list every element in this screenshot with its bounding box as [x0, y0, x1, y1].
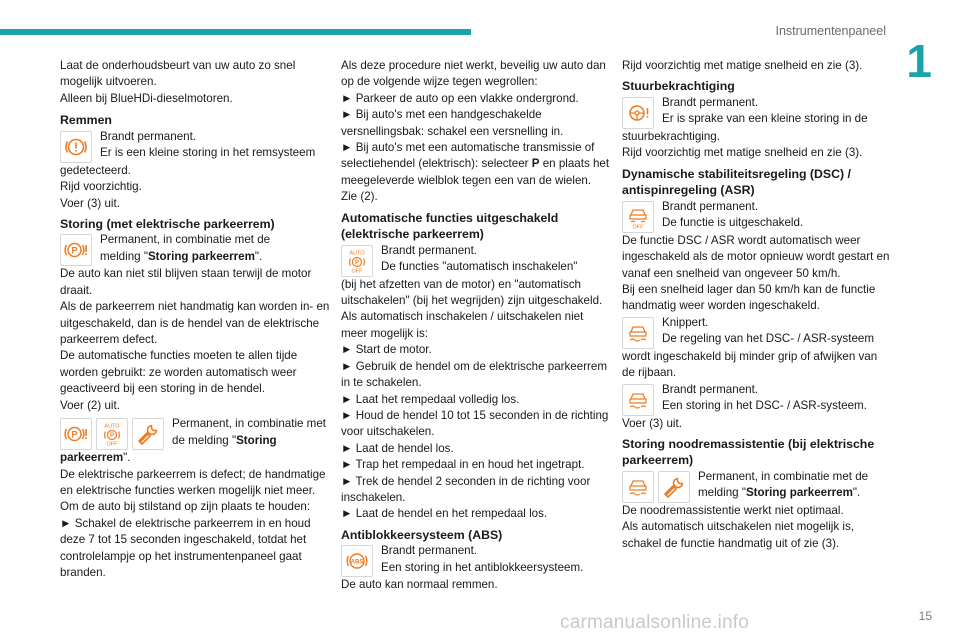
section-heading-remmen: Remmen [60, 113, 112, 128]
body-line: ► Gebruik de hendel om de elektrische parkeerrem [341, 359, 608, 373]
svg-text:P: P [109, 433, 115, 440]
description-text: Een storing in het antiblokkeersysteem. [381, 560, 584, 574]
body-line: ► Start de motor. [341, 343, 432, 357]
status-text: Permanent, in combinatie met de [698, 469, 869, 483]
intro-line: mogelijk uitvoeren. [60, 75, 157, 89]
body-line: controlelampje op het instrumentenpaneel gaat [60, 549, 302, 563]
status-text: melding "Storing parkeerrem". [100, 249, 263, 263]
icon-group [60, 234, 96, 266]
status-text: Brandt permanent. [381, 544, 478, 558]
header-accent-bar [0, 29, 471, 35]
body-line: De elektrische parkeerrem is defect; de handmatige [60, 467, 326, 481]
svg-text:AUTO: AUTO [104, 423, 120, 430]
svg-text:ABS: ABS [350, 559, 364, 566]
body-line: Als automatisch inschakelen / uitschakelen niet [341, 310, 584, 324]
body-line: ► Laat de hendel los. [341, 441, 454, 455]
icon-group [622, 471, 694, 503]
status-text: parkeerrem". [60, 451, 131, 465]
body-line: Rijd voorzichtig met matige snelheid en zie (3). [622, 146, 863, 160]
icon-group [622, 201, 658, 233]
body-line: parkeerrem defect. [60, 333, 158, 347]
body-line: (bij het afzetten van de motor) en "automatisch [341, 277, 581, 291]
body-line: Voer (2) uit. [60, 398, 120, 412]
body-line: Als deze procedure niet werkt, beveilig uw auto dan [341, 59, 606, 72]
body-line: draait. [60, 283, 93, 297]
column-1 [60, 58, 330, 581]
body-line: Zie (2). [341, 190, 378, 204]
status-text: melding "Storing parkeerrem". [698, 486, 861, 500]
intro-line: Laat de onderhoudsbeurt van uw auto zo snel [60, 59, 296, 72]
body-line: meegeleverde wielblok tegen een van de wielen. [341, 173, 592, 187]
dsc-off-icon [622, 201, 654, 233]
body-line: schakel de functie handmatig uit of zie (3). [622, 536, 840, 550]
status-text: Brandt permanent. [662, 199, 759, 213]
auto-off-parking-icon [96, 418, 128, 450]
body-line: inschakelen. [341, 490, 406, 504]
svg-text:OFF: OFF [106, 441, 118, 448]
body-line: Rijd voorzichtig. [60, 180, 142, 194]
description-text: De regeling van het DSC- / ASR-systeem [662, 332, 874, 346]
body-line: worden gebruikt: ze worden automatisch weer [60, 365, 297, 379]
body-line: De auto kan normaal remmen. [341, 578, 498, 592]
body-line: De noodremassistentie werkt niet optimaal. [622, 503, 844, 517]
body-line: Bij een snelheid lager dan 50 km/h kan de functie [622, 282, 876, 296]
column-3 [622, 58, 888, 552]
body-line: geactiveerd bij een storing in de hendel. [60, 382, 265, 396]
description-text: De functie is uitgeschakeld. [662, 216, 804, 230]
status-text: Knippert. [662, 315, 709, 329]
parking-brake-warning-icon [60, 234, 92, 266]
body-line: en elektrische functies werken mogelijk niet meer. [60, 483, 316, 497]
body-line: De auto kan niet stil blijven staan terwijl de motor [60, 267, 312, 281]
column-2 [341, 58, 610, 594]
description-text: Een storing in het DSC- / ASR-systeem. [662, 398, 867, 412]
icon-group [341, 545, 377, 577]
dsc-icon [622, 384, 654, 416]
body-line: Als automatisch uitschakelen niet mogelijk is, [622, 520, 854, 534]
auto-off-parking-icon [341, 245, 373, 277]
body-line: op de volgende wijze tegen wegrollen: [341, 75, 538, 89]
body-line: Om de auto bij stilstand op zijn plaats te houden: [60, 500, 311, 514]
section-heading-dsc: Dynamische stabiliteitsregeling (DSC) / [622, 166, 851, 181]
brake-warning-icon [60, 131, 92, 163]
body-line: gedetecteerd. [60, 163, 131, 177]
body-line: uitgeschakeld, dan is de hendel van de elektrische [60, 316, 320, 330]
body-line: Voer (3) uit. [622, 416, 682, 430]
power-steering-icon [622, 97, 654, 129]
body-line: ► Trap het rempedaal in en houd het ingetrapt. [341, 458, 585, 472]
dsc-icon [622, 471, 654, 503]
body-line: ► Bij auto's met een handgeschakelde [341, 108, 542, 122]
status-text: Brandt permanent. [662, 95, 759, 109]
section-heading-auto-functions-sub: (elektrische parkeerrem) [341, 227, 484, 242]
section-heading-dsc-sub: antispinregeling (ASR) [622, 183, 755, 198]
service-wrench-icon [658, 471, 690, 503]
svg-text:P: P [71, 429, 78, 440]
body-line: wordt ingeschakeld bij minder grip of afwijken van [622, 349, 878, 363]
description-text: Er is sprake van een kleine storing in de [662, 112, 868, 126]
body-line: de rijbaan. [622, 366, 677, 380]
body-line: Rijd voorzichtig met matige snelheid en zie (3). [622, 59, 863, 72]
icon-group [341, 245, 377, 277]
status-text: Brandt permanent. [381, 243, 478, 257]
section-heading-nba: Storing noodremassistentie (bij elektrische [622, 436, 875, 451]
body-line: deze 7 tot 15 seconden ingeschakeld, totdat het [60, 533, 307, 547]
dsc-icon [622, 317, 654, 349]
body-line: De automatische functies moeten te allen tijde [60, 349, 298, 363]
icon-group [622, 97, 658, 129]
status-text: de melding "Storing [172, 433, 277, 447]
service-wrench-icon [132, 418, 164, 450]
body-line: meer mogelijk is: [341, 326, 428, 340]
icon-group [622, 384, 658, 416]
body-line: De functie DSC / ASR wordt automatisch weer [622, 233, 861, 247]
body-line: ingeschakeld als de motor opnieuw wordt gestart en [622, 250, 890, 264]
chapter-title: Instrumentenpaneel [775, 24, 886, 38]
section-heading-steering: Stuurbekrachtiging [622, 79, 735, 94]
body-line: versnellingsbak: schakel een versnelling in. [341, 124, 564, 138]
svg-text:OFF: OFF [632, 224, 644, 230]
chapter-number: 1 [906, 35, 932, 87]
body-line: in te schakelen. [341, 376, 422, 390]
status-text: Permanent, in combinatie met [172, 417, 327, 431]
body-line: stuurbekrachtiging. [622, 129, 720, 143]
body-line: ► Parkeer de auto op een vlakke ondergrond. [341, 91, 579, 105]
section-heading-abs: Antiblokkeersysteem (ABS) [341, 527, 503, 542]
abs-icon [341, 545, 373, 577]
svg-text:P: P [354, 259, 360, 266]
body-line: vanaf een snelheid van ongeveer 50 km/h. [622, 266, 841, 280]
icon-group [60, 418, 168, 450]
parking-brake-warning-icon [60, 418, 92, 450]
body-line: voor uitschakelen. [341, 425, 435, 439]
intro-line: Alleen bij BlueHDi-dieselmotoren. [60, 91, 233, 105]
body-line: uitschakelen" (bij het wegrijden) zijn uitgeschakeld. [341, 294, 603, 308]
description-text: De functies "automatisch inschakelen" [381, 260, 578, 274]
body-line: Als de parkeerrem niet handmatig kan worden in- en [60, 300, 330, 314]
body-line: ► Houd de hendel 10 tot 15 seconden in de richting [341, 408, 609, 422]
section-heading-auto-functions: Automatische functies uitgeschakeld [341, 210, 559, 225]
body-line: selectiehendel (elektrisch): selecteer P en plaats het [341, 157, 610, 171]
svg-text:P: P [71, 245, 78, 256]
watermark: carmanualsonline.info [560, 612, 750, 633]
body-line: ► Schakel de elektrische parkeerrem in en houd [60, 516, 311, 530]
status-text: Brandt permanent. [662, 382, 759, 396]
icon-group [622, 317, 658, 349]
section-heading-nba-sub: parkeerrem) [622, 453, 694, 468]
body-line: ► Laat het rempedaal volledig los. [341, 392, 520, 406]
svg-text:AUTO: AUTO [349, 250, 365, 257]
body-line: handmatig weer worden ingeschakeld. [622, 299, 820, 313]
svg-text:OFF: OFF [351, 268, 363, 274]
body-line: Voer (3) uit. [60, 196, 120, 210]
body-line: branden. [60, 565, 106, 579]
body-line: ► Bij auto's met een automatische transmissie of [341, 141, 595, 155]
description-text: Er is een kleine storing in het remsysteem [100, 146, 316, 160]
icon-group [60, 131, 96, 163]
body-line: ► Laat de hendel en het rempedaal los. [341, 507, 548, 521]
page-number: 15 [918, 609, 932, 623]
body-line: ► Trek de hendel 2 seconden in de richting voor [341, 474, 591, 488]
section-heading-epb: Storing (met elektrische parkeerrem) [60, 216, 275, 231]
status-text: Brandt permanent. [100, 129, 197, 143]
status-text: Permanent, in combinatie met de [100, 233, 271, 247]
